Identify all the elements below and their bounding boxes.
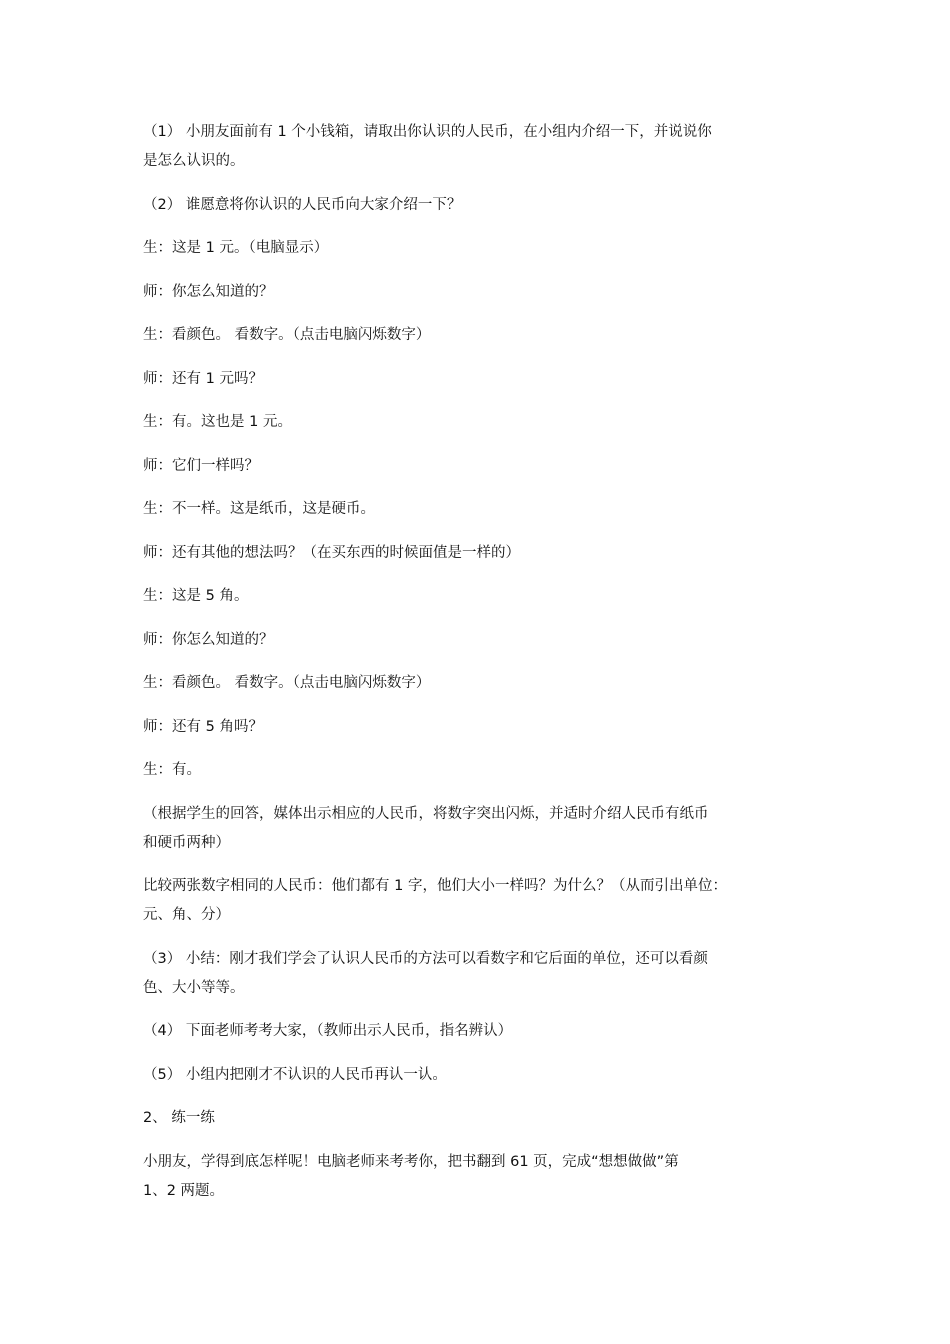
paragraph-10 bbox=[143, 539, 815, 568]
paragraph-line: 1、2 两题。 bbox=[143, 1182, 225, 1199]
paragraph-line: 生：这是 1 元。（电脑显示） bbox=[143, 240, 329, 256]
paragraph-line: 师：你怎么知道的？ bbox=[143, 283, 274, 300]
paragraph-line: 生：这是 5 角。 bbox=[143, 588, 249, 604]
paragraph-line: （1） 小朋友面前有 1 个小钱箱，请取出你认识的人民币，在小组内介绍一下，并说说你 bbox=[143, 124, 712, 140]
paragraph-11 bbox=[143, 582, 815, 611]
paragraph-line: 师：还有其他的想法吗？（在买东西的时候面值是一样的） bbox=[143, 544, 520, 561]
paragraph-line: （5） 小组内把刚才不认识的人民币再认一认。 bbox=[143, 1066, 447, 1083]
paragraph-line: 师：还有 1 元吗？ bbox=[143, 370, 263, 387]
paragraph-line: （3） 小结：刚才我们学会了认识人民币的方法可以看数字和它后面的单位，还可以看颜 bbox=[143, 950, 708, 967]
paragraph-line: （根据学生的回答，媒体出示相应的人民币，将数字突出闪烁，并适时介绍人民币有纸币 bbox=[143, 805, 709, 822]
paragraph-line: 师：还有 5 角吗？ bbox=[143, 718, 263, 735]
paragraph-17 bbox=[143, 872, 815, 930]
paragraph-line: 2、 练一练 bbox=[143, 1110, 215, 1126]
paragraph-line: 师：你怎么知道的？ bbox=[143, 631, 274, 648]
paragraph-15 bbox=[143, 756, 815, 785]
paragraph-line: 小朋友，学得到底怎样呢！电脑老师来考考你，把书翻到 61 页，完成“想想做做”第 bbox=[143, 1153, 679, 1170]
paragraph-line: 师：它们一样吗？ bbox=[143, 457, 259, 474]
paragraph-18 bbox=[143, 945, 815, 1003]
paragraph-9 bbox=[143, 495, 815, 524]
paragraph-line: 元、角、分） bbox=[143, 907, 230, 923]
paragraph-line: 生：有。这也是 1 元。 bbox=[143, 414, 292, 430]
paragraph-8 bbox=[143, 452, 815, 481]
paragraph-line: 生：不一样。这是纸币，这是硬币。 bbox=[143, 501, 375, 517]
paragraph-20 bbox=[143, 1061, 815, 1090]
paragraph-line: 生：看颜色。 看数字。（点击电脑闪烁数字） bbox=[143, 327, 431, 343]
paragraph-line: （4） 下面老师考考大家，（教师出示人民币，指名辨认） bbox=[143, 1023, 513, 1039]
paragraph-22 bbox=[143, 1148, 815, 1206]
paragraph-7 bbox=[143, 408, 815, 437]
paragraph-1 bbox=[143, 118, 815, 176]
paragraph-14 bbox=[143, 713, 815, 742]
paragraph-6 bbox=[143, 365, 815, 394]
paragraph-21 bbox=[143, 1104, 815, 1133]
paragraph-13 bbox=[143, 669, 815, 698]
paragraph-line: （2） 谁愿意将你认识的人民币向大家介绍一下？ bbox=[143, 196, 462, 213]
paragraph-2 bbox=[143, 191, 815, 220]
paragraph-line: 生：有。 bbox=[143, 762, 201, 778]
paragraph-5 bbox=[143, 321, 815, 350]
paragraph-16 bbox=[143, 800, 815, 858]
paragraph-line: 色、大小等等。 bbox=[143, 979, 245, 996]
paragraph-line: 比较两张数字相同的人民币：他们都有 1 字，他们大小一样吗？为什么？（从而引出单位： bbox=[143, 878, 727, 894]
paragraph-19 bbox=[143, 1017, 815, 1046]
paragraph-3 bbox=[143, 234, 815, 263]
document-body bbox=[143, 118, 815, 1220]
paragraph-4 bbox=[143, 278, 815, 307]
paragraph-line: 和硬币两种） bbox=[143, 834, 230, 851]
paragraph-line: 生：看颜色。 看数字。（点击电脑闪烁数字） bbox=[143, 675, 431, 691]
paragraph-12 bbox=[143, 626, 815, 655]
paragraph-line: 是怎么认识的。 bbox=[143, 153, 245, 169]
